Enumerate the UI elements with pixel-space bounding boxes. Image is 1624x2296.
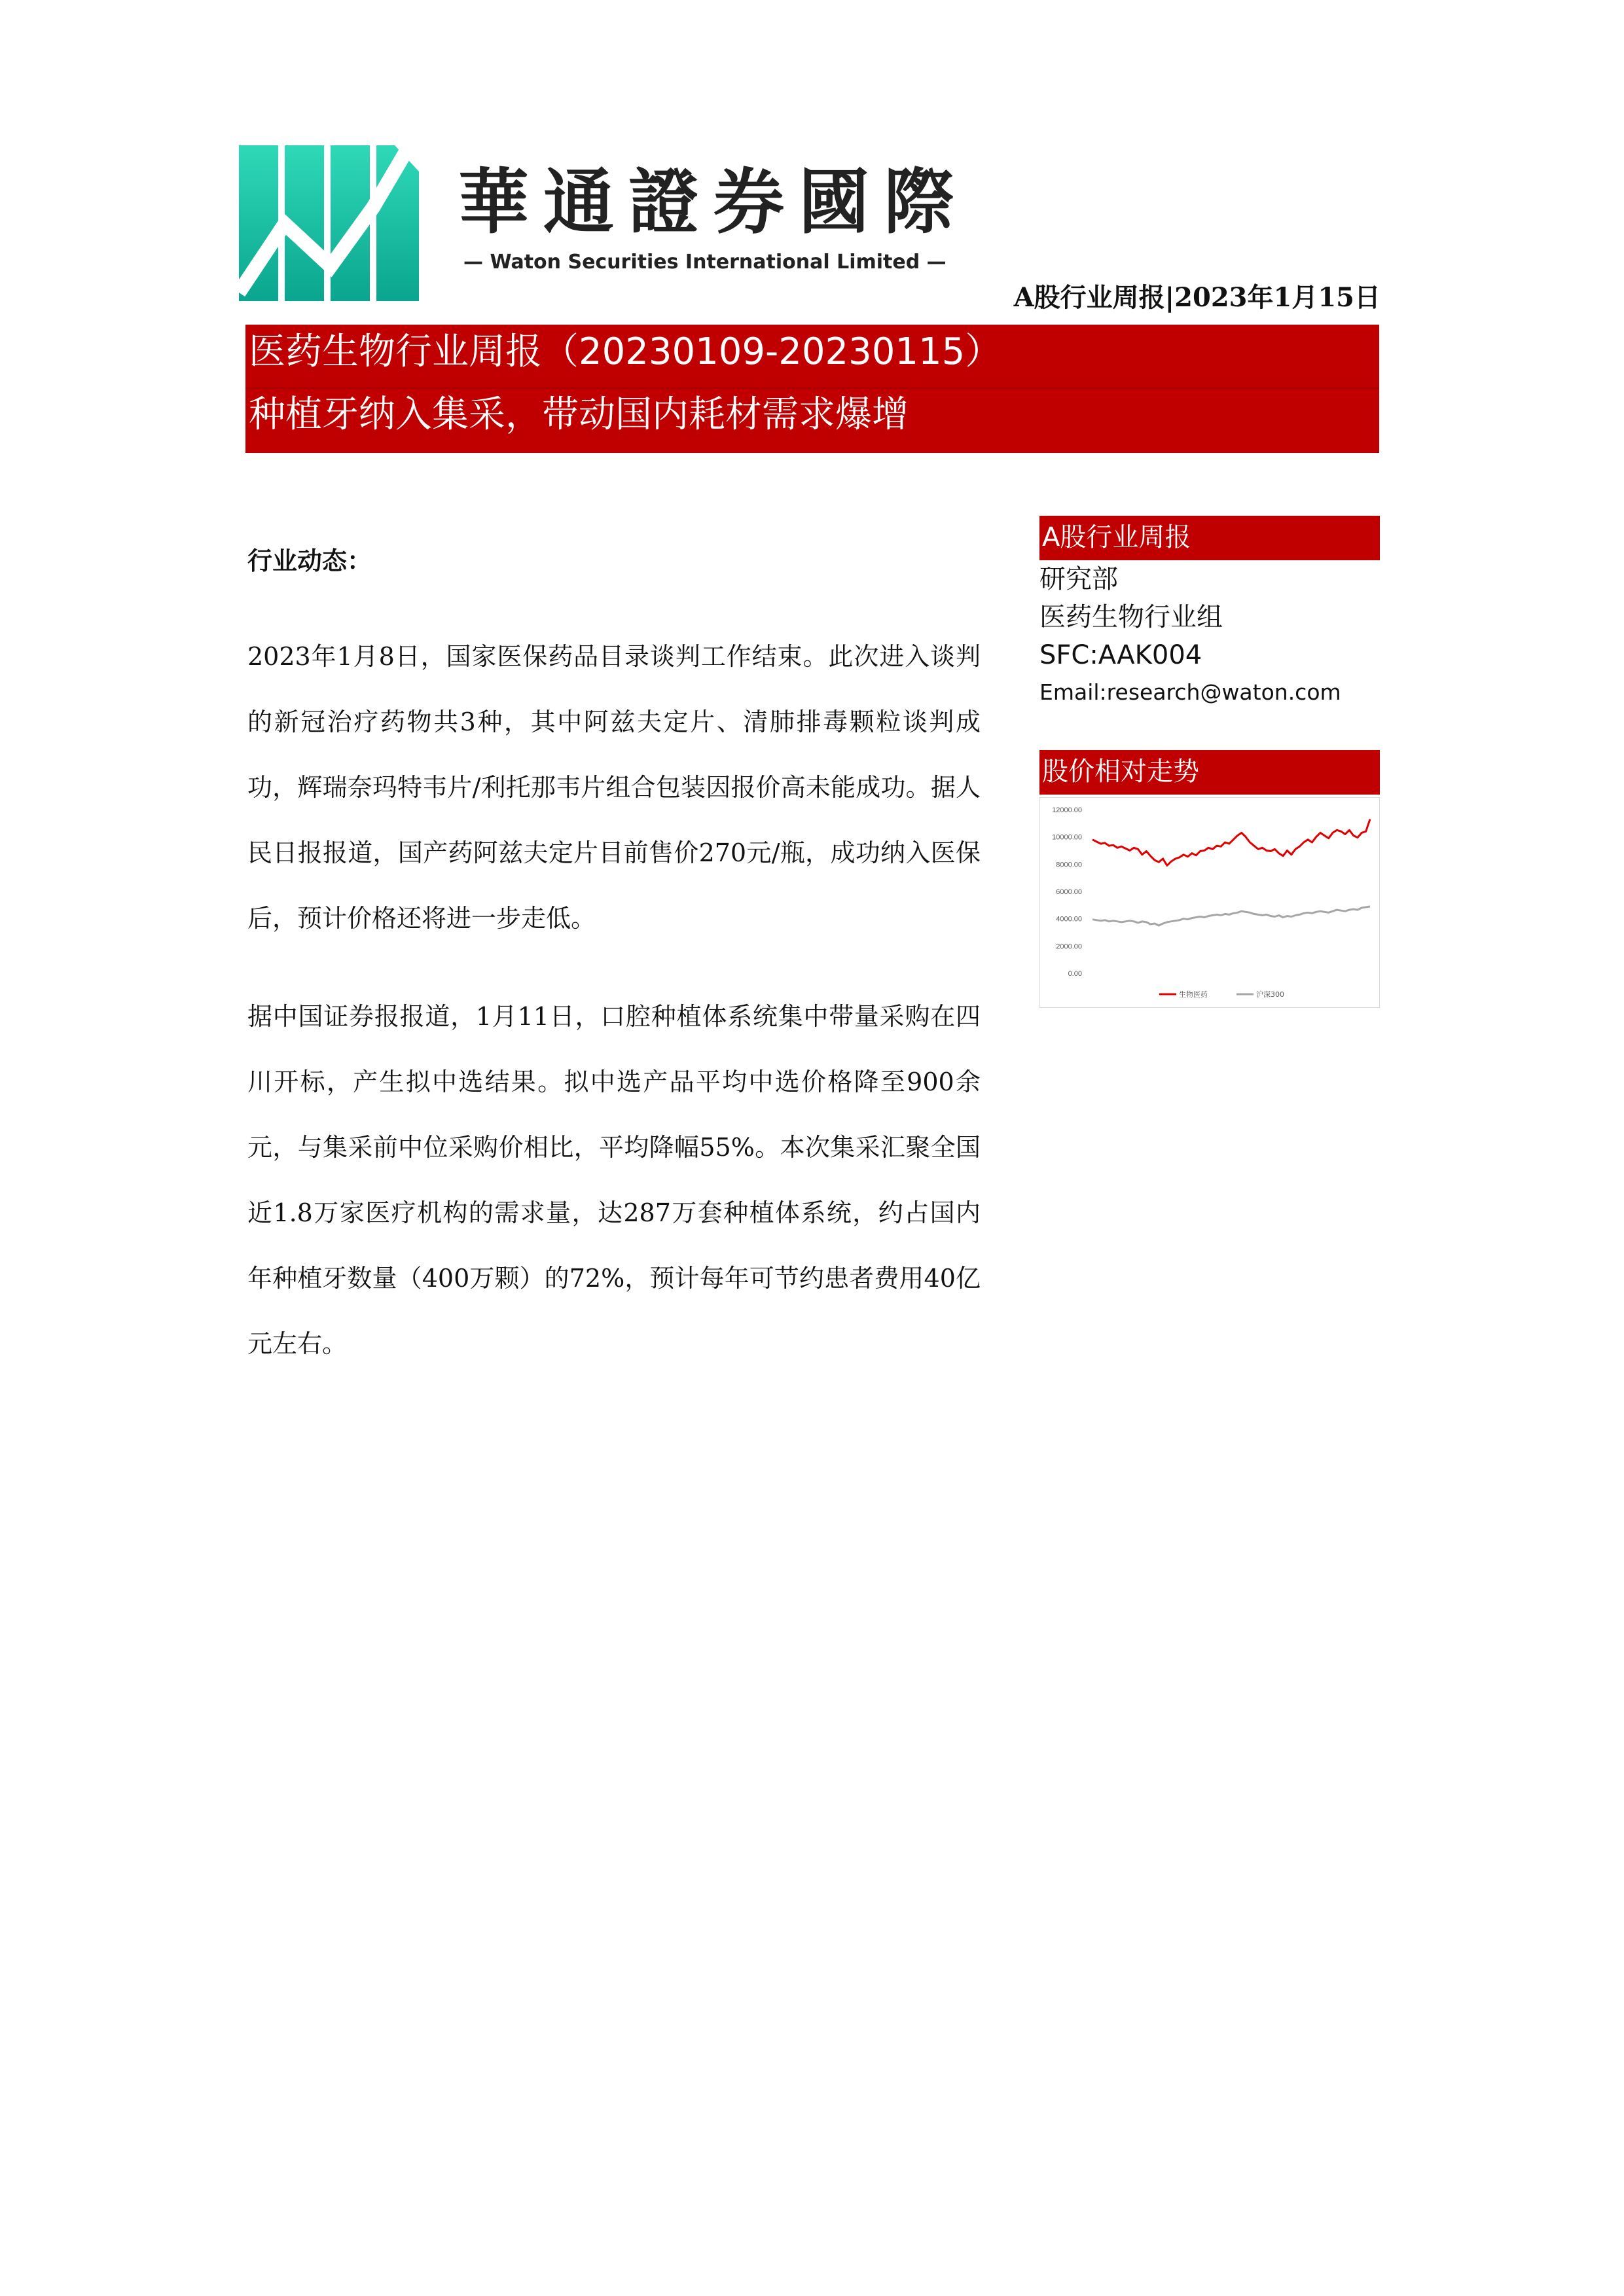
company-logo	[239, 145, 419, 301]
group: 医药生物行业组	[1039, 602, 1223, 632]
series-line-hs300	[1092, 906, 1370, 925]
paragraph: 2023年1月8日，国家医保药品目录谈判工作结束。此次进入谈判的新冠治疗药物共3种，其中阿兹夫定片、清肺排毒颗粒谈判成功，辉瑞奈玛特韦片/利托那韦片组合包装因报价高未能成功。据人民日报报道，国产药阿兹夫定片目前售价270元/瓶，成功纳入医保后，预计价格还将进一步走低。	[247, 642, 981, 933]
legend-label: 沪深300	[1256, 990, 1284, 999]
report-subtitle: 种植牙纳入集采，带动国内耗材需求爆增	[249, 393, 909, 436]
y-tick-label: 2000.00	[1056, 942, 1082, 951]
legend-label: 生物医药	[1179, 990, 1208, 999]
y-tick-label: 6000.00	[1056, 888, 1082, 896]
company-name-cn: 華通證券國際	[458, 161, 969, 243]
y-tick-label: 8000.00	[1056, 861, 1082, 869]
y-tick-label: 12000.00	[1052, 806, 1082, 814]
y-tick-label: 4000.00	[1056, 915, 1082, 924]
y-tick-label: 10000.00	[1052, 833, 1082, 842]
report-title-banner	[245, 325, 1379, 453]
chart-heading: 股价相对走势	[1039, 750, 1380, 795]
y-tick-label: 0.00	[1068, 970, 1082, 978]
sidebar	[1039, 516, 1380, 1008]
main-content	[247, 543, 981, 1409]
paragraph: 据中国证券报报道，1月11日，口腔种植体系统集中带量采购在四川开标，产生拟中选结果。拟中选产品平均中选价格降至900余元，与集采前中位采购价相比，平均降幅55%。本次集采汇聚全国近1.8万家医疗机构的需求量，达287万套种植体系统，约占国内年种植牙数量（400万颗）的72%，预计每年可节约患者费用40亿元左右。	[247, 1002, 981, 1359]
chart-svg	[1040, 798, 1379, 1007]
email-link[interactable]: Email:research@waton.com	[1039, 679, 1341, 705]
title-divider	[245, 387, 1379, 389]
department: 研究部	[1039, 564, 1118, 594]
relative-price-chart	[1039, 797, 1380, 1008]
report-type-date: A股行业周报|2023年1月15日	[1013, 282, 1380, 313]
sfc-number: SFC:AAK004	[1039, 640, 1202, 670]
series-line-bio-medicine	[1092, 819, 1370, 866]
section-heading: 行业动态：	[247, 546, 372, 575]
report-title: 医药生物行业周报（20230109-20230115）	[249, 331, 1002, 373]
company-name-en: — Waton Securities International Limited —	[463, 251, 947, 274]
sidebar-report-label: A股行业周报	[1039, 516, 1380, 560]
